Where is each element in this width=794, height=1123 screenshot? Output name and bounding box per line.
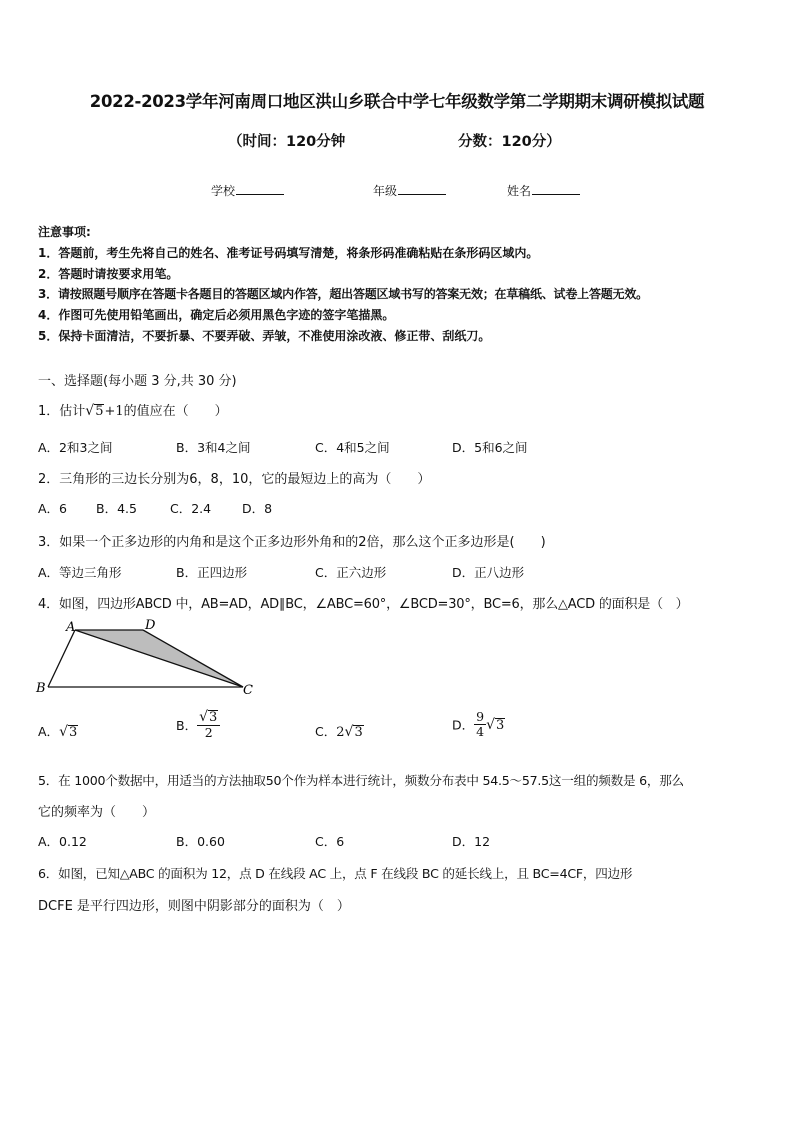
q3-option-c[interactable]: C．正六边形 <box>315 565 387 580</box>
q1-option-a[interactable]: A．2和3之间 <box>38 440 113 455</box>
q4-d-denominator: 4 <box>476 724 485 739</box>
grade-label: 年级 <box>373 184 398 198</box>
q4-b-radicand: 3 <box>209 710 218 725</box>
q4-option-d[interactable] <box>452 710 505 739</box>
q1-option-b[interactable]: B．3和4之间 <box>176 440 251 455</box>
label-a: A <box>66 620 76 635</box>
notice-item: 2．答题时请按要求用笔。 <box>38 266 179 281</box>
q3-option-b[interactable]: B．正四边形 <box>176 565 248 580</box>
fraction: $\frac{√3}{2}$ <box>197 710 220 740</box>
sqrt-expression: √3 <box>486 716 505 733</box>
exam-time: （时间：120分钟 <box>228 134 346 150</box>
q1-prefix: 1．估计 <box>38 404 86 419</box>
question-5-line2: 它的频率为（ ） <box>38 805 156 820</box>
q4-b-denominator: 2 <box>204 725 213 740</box>
notice-item: 1．答题前，考生先将自己的姓名、准考证号码填写清楚，将条形码准确粘贴在条形码区域内。 <box>38 245 539 260</box>
grade-field[interactable] <box>373 182 446 199</box>
exam-info <box>228 130 561 151</box>
question-5-line1: 5．在 1000个数据中，用适当的方法抽取50个作为样本进行统计，频数分布表中 54.5～57.5这一组的频数是 6，那么 <box>38 773 684 788</box>
notice-item: 3．请按照题号顺序在答题卡各题目的答题区域内作答，超出答题区域书写的答案无效；在草稿纸、试卷上答题无效。 <box>38 287 648 302</box>
notice-heading: 注意事项: <box>38 225 91 239</box>
q4-c-radicand: 3 <box>354 725 363 740</box>
q5-option-b[interactable]: B．0.60 <box>176 834 225 849</box>
q3-option-a[interactable]: A．等边三角形 <box>38 565 122 580</box>
sqrt-expression: √5 <box>85 403 104 419</box>
grade-blank[interactable] <box>398 182 446 195</box>
name-field[interactable] <box>507 182 580 199</box>
q4-option-a-label: A． <box>38 724 60 739</box>
school-field[interactable] <box>211 182 284 199</box>
school-label: 学校 <box>211 184 236 198</box>
q4-figure <box>30 612 270 697</box>
q4-a-radicand: 3 <box>68 725 78 740</box>
exam-score: 分数：120分） <box>458 134 561 150</box>
page-title: 2022-2023学年河南周口地区洪山乡联合中学七年级数学第二学期期末调研模拟试题 <box>89 92 705 111</box>
q4-option-a[interactable] <box>38 722 78 740</box>
segment-ab <box>48 630 75 687</box>
notice-item: 4．作图可先使用铅笔画出，确定后必须用黑色字迹的签字笔描黑。 <box>38 308 395 323</box>
q4-c-coefficient: 2 <box>336 725 345 740</box>
notice-block <box>38 222 648 347</box>
question-6-line2: DCFE 是平行四边形，则图中阴影部分的面积为（ ） <box>38 899 350 914</box>
q2-option-d[interactable]: D．8 <box>242 501 273 516</box>
label-c: C <box>243 683 253 697</box>
question-1 <box>38 400 228 419</box>
q5-option-c[interactable]: C．6 <box>315 834 345 849</box>
q1-option-d[interactable]: D．5和6之间 <box>452 440 528 455</box>
notice-item: 5．保持卡面清洁，不要折暴、不要弄破、弄皱，不准使用涂改液、修正带、刮纸刀。 <box>38 328 491 343</box>
q2-option-b[interactable]: B．4.5 <box>96 501 137 516</box>
q4-option-b-label: B． <box>176 718 198 733</box>
q3-option-d[interactable]: D．正八边形 <box>452 565 525 580</box>
q4-d-radicand: 3 <box>496 717 505 733</box>
name-blank[interactable] <box>532 182 580 195</box>
name-label: 姓名 <box>507 184 532 198</box>
q4-option-b[interactable] <box>176 710 220 740</box>
q5-option-d[interactable]: D．12 <box>452 834 491 849</box>
q1-suffix: 的值应在（ ） <box>123 404 228 419</box>
fraction <box>474 710 486 739</box>
q2-option-a[interactable]: A．6 <box>38 501 68 516</box>
question-3: 3．如果一个正多边形的内角和是这个正多边形外角和的2倍，那么这个正多边形是( ) <box>38 535 546 550</box>
label-d: D <box>145 618 156 633</box>
question-6-line1: 6．如图，已知△ABC 的面积为 12，点 D 在线段 AC 上，点 F 在线段 BC 的延长线上，且 BC=4CF，四边形 <box>38 866 633 881</box>
q5-option-a[interactable]: A．0.12 <box>38 834 87 849</box>
q4-d-numerator: 9 <box>476 709 485 724</box>
school-blank[interactable] <box>236 182 284 195</box>
label-b: B <box>36 681 46 696</box>
sqrt-expression: √3 <box>59 724 78 740</box>
q4-option-c[interactable] <box>315 722 364 740</box>
question-2: 2．三角形的三边长分别为6，8，10，它的最短边上的高为（ ） <box>38 472 431 487</box>
section-title: 一、选择题(每小题 3 分,共 30 分) <box>38 374 237 389</box>
q4-option-c-label: C． <box>315 724 337 739</box>
q1-radicand: 5 <box>95 404 104 419</box>
q2-option-c[interactable]: C．2.4 <box>170 501 212 516</box>
q4-option-d-label: D． <box>452 717 475 733</box>
question-4: 4．如图，四边形ABCD 中，AB=AD，AD∥BC，∠ABC=60°，∠BCD=30°，BC=6，那么△ACD 的面积是（ ） <box>38 597 689 612</box>
sqrt-expression: √3 <box>344 724 363 740</box>
q1-option-c[interactable]: C．4和5之间 <box>315 440 390 455</box>
q1-plus: +1 <box>104 404 124 419</box>
